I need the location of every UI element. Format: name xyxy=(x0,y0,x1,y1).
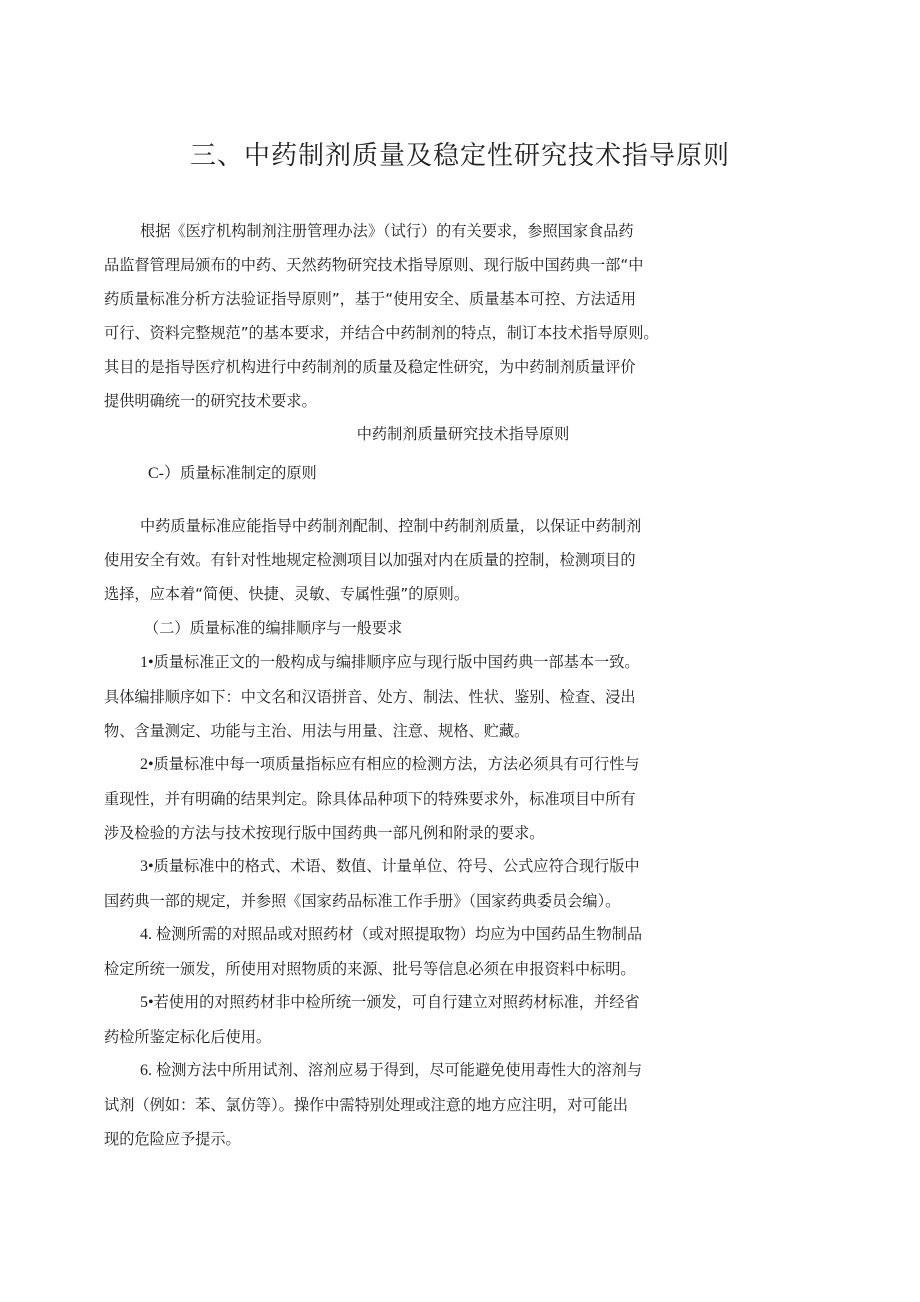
section2-item-4 xyxy=(104,917,744,986)
intro-paragraph xyxy=(104,214,744,418)
section1-line: 使用安全有效。有针对性地规定检测项目以加强对内在质量的控制，检测项目的 xyxy=(104,551,636,569)
section2-heading: （二）质量标准的编排顺序与一般要求 xyxy=(144,619,403,637)
item-line xyxy=(104,985,744,1020)
item-line: 国药典一部的规定，并参照《国家药品标准工作手册》（国家药典委员会编）。 xyxy=(104,892,621,910)
section2-item-6 xyxy=(104,1053,744,1156)
section2-item-2 xyxy=(104,747,744,850)
section1-paragraph xyxy=(104,509,744,611)
section1-heading-text: 质量标准制定的原则 xyxy=(180,464,317,482)
item-text: 质量标准中每一项质量指标应有相应的检测方法，方法必须具有可行性与 xyxy=(153,755,640,773)
section-subtitle: 中药制剂质量研究技术指导原则 xyxy=(356,425,570,443)
intro-line: 药质量标准分析方法验证指导原则”，基于“使用安全、质量基本可控、方法适用 xyxy=(104,290,637,308)
intro-line: 提供明确统一的研究技术要求。 xyxy=(104,392,317,410)
intro-line: 品监督管理局颁布的中药、天然药物研究技术指导原则、现行版中国药典一部“中 xyxy=(104,256,644,274)
item-line xyxy=(104,1053,744,1088)
section1-line: 中药质量标准应能指导中药制剂配制、控制中药制剂质量，以保证中药制剂 xyxy=(140,517,642,535)
item-line: 重现性，并有明确的结果判定。除具体品种项下的特殊要求外，标准项目中所有 xyxy=(104,790,636,808)
item-number: 6. xyxy=(140,1062,156,1079)
item-line: 物、含量测定、功能与主治、用法与用量、注意、规格、贮藏。 xyxy=(104,722,530,740)
item-line xyxy=(104,849,744,884)
section2-item-3 xyxy=(104,849,744,918)
section1-line: 选择，应本着“简便、快捷、灵敏、专属性强”的原则。 xyxy=(104,585,470,603)
item-text: 检测方法中所用试剂、溶剂应易于得到，尽可能避免使用毒性大的溶剂与 xyxy=(156,1061,642,1079)
item-line: 具体编排顺序如下：中文名和汉语拼音、处方、制法、性状、鉴别、检查、浸出 xyxy=(104,688,636,706)
item-number: 1• xyxy=(140,654,154,671)
item-text: 若使用的对照药材非中检所统一颁发，可自行建立对照药材标准，并经省 xyxy=(153,993,640,1011)
document-title: 三、中药制剂质量及稳定性研究技术指导原则 xyxy=(189,141,730,171)
section2-item-1 xyxy=(104,645,744,748)
item-line: 检定所统一颁发，所使用对照物质的来源、批号等信息必须在申报资料中标明。 xyxy=(104,960,636,978)
intro-line: 其目的是指导医疗机构进行中药制剂的质量及稳定性研究，为中药制剂质量评价 xyxy=(104,358,636,376)
item-line: 现的危险应予提示。 xyxy=(104,1130,241,1148)
section1-heading-prefix: C-） xyxy=(148,465,181,482)
item-text: 质量标准中的格式、术语、数值、计量单位、符号、公式应符合现行版中 xyxy=(153,857,640,875)
item-line xyxy=(104,645,744,680)
section1-heading xyxy=(148,458,317,489)
intro-line: 可行、资料完整规范”的基本要求，并结合中药制剂的特点，制订本技术指导原则。 xyxy=(104,324,659,342)
item-line: 涉及检验的方法与技术按现行版中国药典一部凡例和附录的要求。 xyxy=(104,824,545,842)
item-line xyxy=(104,917,744,952)
item-text: 质量标准正文的一般构成与编排顺序应与现行版中国药典一部基本一致。 xyxy=(153,653,640,671)
item-number: 5• xyxy=(140,994,154,1011)
item-number: 2• xyxy=(140,756,154,773)
item-number: 3• xyxy=(140,858,154,875)
section2-item-5 xyxy=(104,985,744,1054)
item-line: 试剂（例如：苯、氯仿等）。操作中需特别处理或注意的地方应注明，对可能出 xyxy=(104,1096,628,1114)
item-line xyxy=(104,747,744,782)
item-number: 4. xyxy=(140,926,156,943)
item-line: 药检所鉴定标化后使用。 xyxy=(104,1028,272,1046)
intro-line: 根据《医疗机构制剂注册管理办法》（试行）的有关要求，参照国家食品药 xyxy=(140,222,634,240)
item-text: 检测所需的对照品或对照药材（或对照提取物）均应为中国药品生物制品 xyxy=(156,925,642,943)
